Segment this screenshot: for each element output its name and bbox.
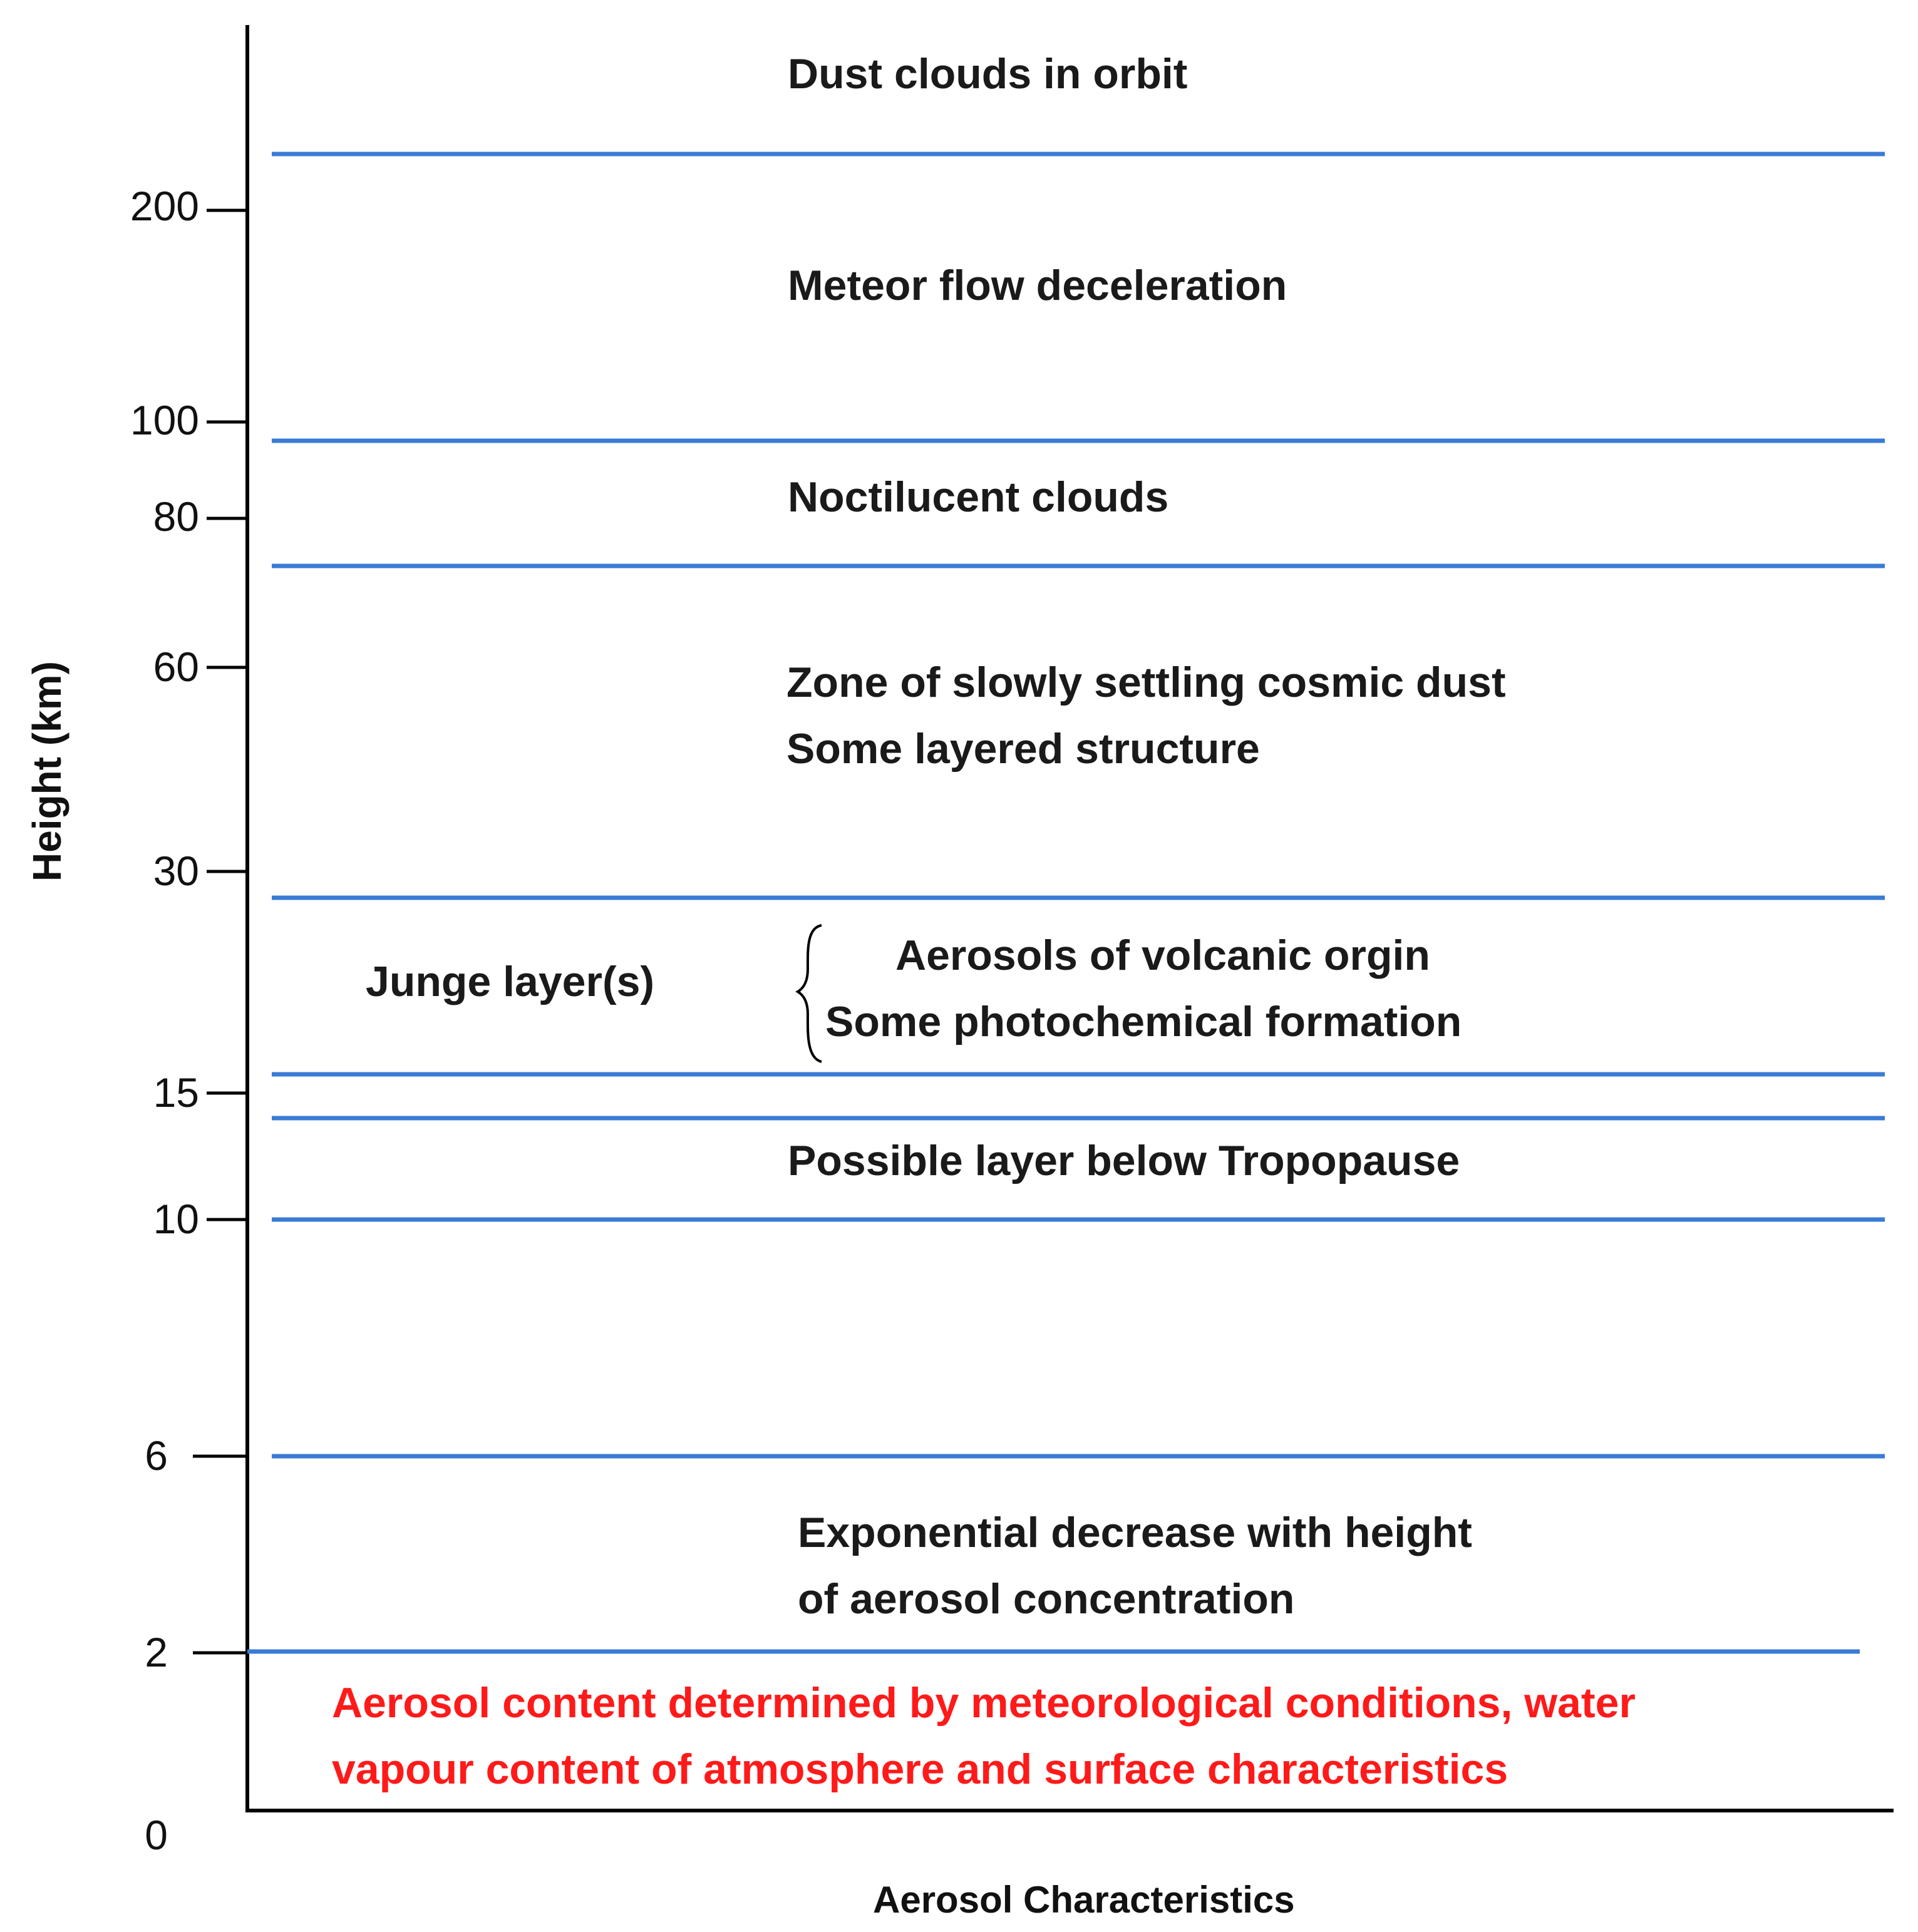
tick-label-60: 60 [153,644,199,690]
tick-label-0: 0 [145,1812,168,1858]
layer-exponential-line1: Exponential decrease with height [798,1509,1472,1556]
tick-label-15: 15 [153,1069,199,1116]
layer-meteor: Meteor flow deceleration [788,262,1287,309]
layer-dust-clouds: Dust clouds in orbit [788,50,1188,98]
layer-meteorological-line1: Aerosol content determined by meteorological conditions, water [332,1679,1636,1727]
junge-layer-label: Junge layer(s) [366,958,655,1005]
layer-exponential-line2: of aerosol concentration [798,1575,1295,1623]
y-axis-title: Height (km) [24,661,70,881]
layer-meteorological-line2: vapour content of atmosphere and surface characteristics [332,1745,1508,1793]
x-axis-title: Aerosol Characteristics [873,1879,1295,1921]
layer-noctilucent: Noctilucent clouds [788,473,1169,521]
layer-cosmic-dust-line1: Zone of slowly settling cosmic dust [786,659,1506,706]
tick-label-200: 200 [130,183,199,229]
layer-volcanic-line1: Aerosols of volcanic orgin [895,932,1430,979]
tick-label-2: 2 [145,1629,168,1675]
layer-volcanic-line2: Some photochemical formation [825,998,1462,1046]
curly-brace-icon [798,925,822,1062]
tick-label-30: 30 [153,848,199,894]
tick-label-10: 10 [153,1196,199,1242]
tick-label-80: 80 [153,493,199,540]
layer-cosmic-dust-line2: Some layered structure [786,725,1260,773]
tick-label-100: 100 [130,397,199,443]
layer-tropopause: Possible layer below Tropopause [788,1137,1460,1184]
tick-label-6: 6 [145,1432,168,1479]
